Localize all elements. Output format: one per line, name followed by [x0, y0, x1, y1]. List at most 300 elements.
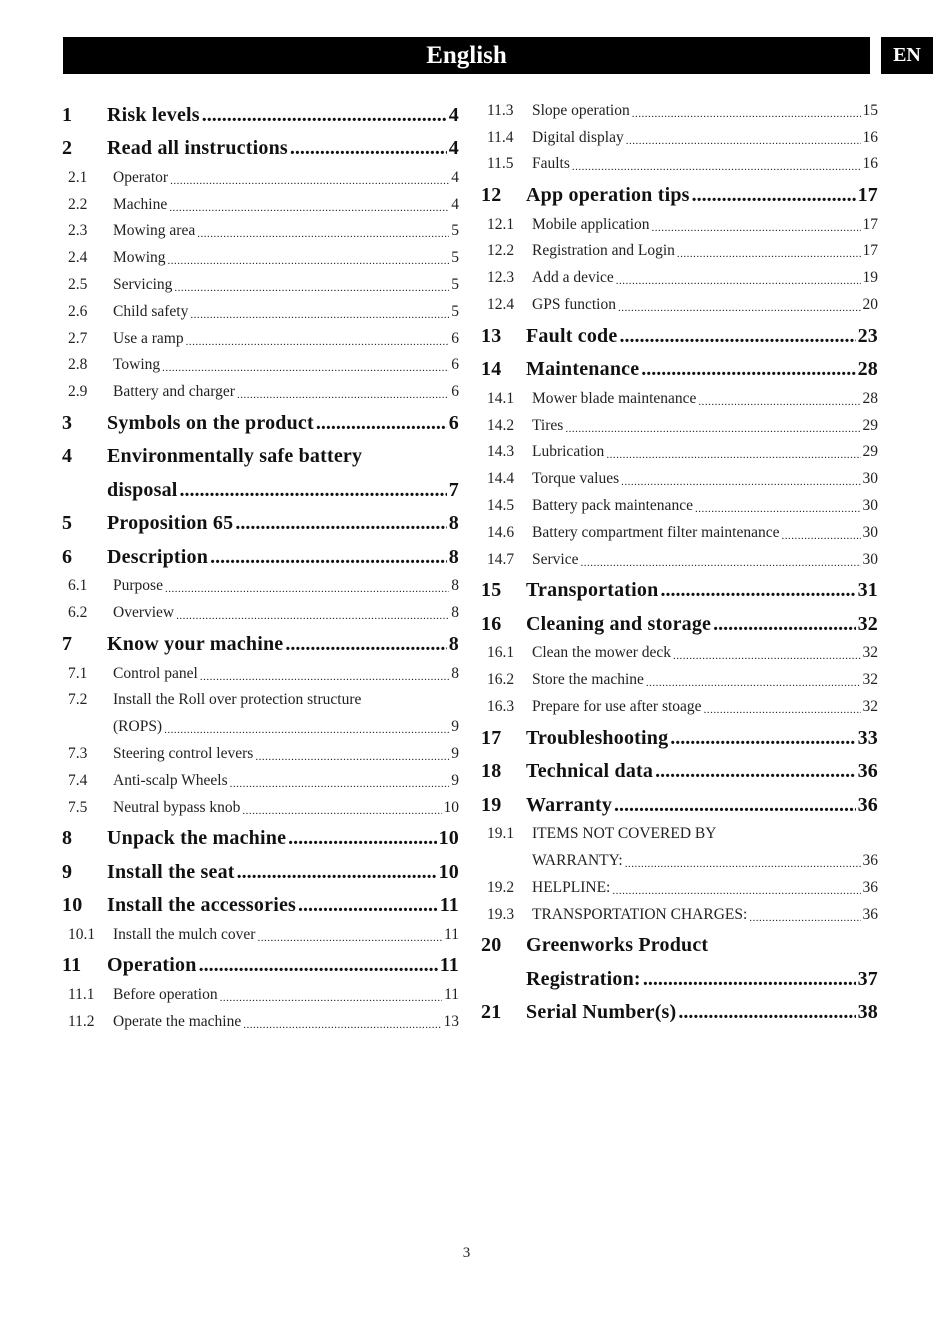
toc-dot-leader [235, 512, 446, 535]
toc-section-entry[interactable] [62, 374, 459, 401]
toc-entry-page: 36 [857, 760, 878, 783]
toc-entry-title: GPS function [532, 296, 616, 314]
toc-entry-number: 2.5 [68, 275, 88, 293]
toc-dot-leader [298, 894, 438, 917]
toc-section-entry[interactable] [481, 435, 878, 462]
toc-entry-number: 11.5 [487, 155, 514, 173]
toc-dot-leader [616, 275, 861, 287]
toc-entry-title: Slope operation [532, 101, 630, 119]
toc-entry-number: 16 [481, 612, 502, 635]
toc-entry-title: Digital display [532, 128, 624, 146]
toc-entry-title: Towing [113, 356, 161, 374]
toc-section-entry[interactable] [481, 843, 878, 870]
toc-entry-number: 12.4 [487, 296, 515, 314]
toc-section-entry[interactable] [481, 260, 878, 287]
toc-entry-page: 8 [448, 632, 459, 655]
toc-dot-leader [612, 885, 860, 897]
language-title: English [426, 41, 507, 69]
toc-entry-number: 19.2 [487, 878, 515, 896]
toc-entry-title: Symbols on the product [107, 411, 314, 434]
toc-entry-page: 8 [451, 604, 459, 622]
toc-entry-number: 7.5 [68, 798, 88, 816]
toc-entry-title: Service [532, 550, 579, 568]
toc-entry-number: 7.4 [68, 771, 88, 789]
toc-section-entry[interactable] [481, 515, 878, 542]
toc-entry-page: 13 [443, 1012, 459, 1030]
toc-dot-leader [646, 677, 861, 689]
toc-dot-leader [197, 228, 449, 240]
toc-entry-number: 9 [62, 860, 73, 883]
language-tab [881, 37, 933, 74]
toc-entry-page: 11 [444, 986, 459, 1004]
toc-entry-number: 6.2 [68, 604, 88, 622]
toc-entry-number: 2.6 [68, 302, 88, 320]
toc-entry-page: 17 [862, 215, 878, 233]
toc-entry-number: 16.1 [487, 644, 515, 662]
toc-entry-title: Use a ramp [113, 329, 184, 347]
toc-entry-number: 19.3 [487, 905, 515, 923]
toc-entry-page: 36 [862, 905, 878, 923]
toc-entry-number: 8 [62, 827, 73, 850]
page-number: 3 [462, 1245, 471, 1261]
toc-section-entry[interactable] [481, 461, 878, 488]
toc-chapter-entry[interactable] [62, 535, 459, 569]
toc-entry-page: 30 [862, 550, 878, 568]
toc-entry-title: Overview [113, 604, 175, 622]
toc-entry-number: 6 [62, 545, 73, 568]
toc-entry-title: Machine [113, 195, 168, 213]
toc-dot-leader [242, 805, 441, 817]
toc-dot-leader [781, 530, 860, 542]
toc-entry-number: 14.1 [487, 389, 515, 407]
toc-entry-number: 12 [481, 183, 502, 206]
toc-dot-leader [565, 423, 860, 435]
toc-entry-title: Environmentally safe battery [107, 445, 363, 468]
toc-section-entry[interactable] [62, 917, 459, 944]
toc-dot-leader [572, 161, 861, 173]
toc-entry-number: 2.8 [68, 356, 88, 374]
toc-entry-number: 2.4 [68, 249, 88, 267]
toc-entry-number: 12.1 [487, 215, 515, 233]
toc-dot-leader [257, 932, 442, 944]
toc-entry-title: Serial Number(s) [526, 1001, 677, 1024]
toc-entry-number: 1 [62, 103, 73, 126]
toc-entry-number: 3 [62, 411, 73, 434]
toc-entry-number: 11.1 [68, 986, 95, 1004]
toc-entry-title: Operation [107, 954, 197, 977]
toc-dot-leader [170, 175, 449, 187]
language-header-bar [63, 37, 870, 74]
toc-dot-leader [285, 633, 446, 656]
toc-section-entry[interactable] [62, 656, 459, 683]
toc-dot-leader [619, 325, 855, 348]
toc-dot-leader [165, 583, 449, 595]
toc-dot-leader [190, 309, 449, 321]
toc-section-entry[interactable] [62, 763, 459, 790]
toc-entry-number: 11 [62, 954, 82, 977]
toc-dot-leader [713, 613, 855, 636]
toc-entry-title: Tires [532, 416, 564, 434]
toc-dot-leader [210, 546, 447, 569]
toc-entry-title: Purpose [113, 577, 163, 595]
toc-entry-title: Registration: [526, 967, 641, 990]
toc-dot-leader [169, 202, 449, 214]
toc-entry-title: Torque values [532, 470, 620, 488]
toc-entry-page: 20 [862, 296, 878, 314]
toc-entry-number: 10 [62, 894, 83, 917]
toc-dot-leader [692, 184, 856, 207]
toc-entry-number: 17 [481, 726, 502, 749]
toc-chapter-entry[interactable] [62, 850, 459, 884]
toc-entry-page: 28 [862, 389, 878, 407]
toc-entry-number: 7.2 [68, 691, 88, 709]
toc-entry-page: 23 [857, 324, 878, 347]
toc-dot-leader [626, 135, 861, 147]
toc-section-entry[interactable] [62, 187, 459, 214]
toc-entry-page: 32 [862, 698, 878, 716]
toc-entry-number: 15 [481, 579, 502, 602]
toc-dot-leader [580, 557, 860, 569]
toc-entry-page: 10 [443, 798, 459, 816]
toc-dot-leader [678, 1001, 855, 1024]
toc-dot-leader [164, 724, 449, 736]
toc-entry-title: ITEMS NOT COVERED BY [532, 825, 717, 843]
toc-entry-page: 8 [451, 577, 459, 595]
toc-dot-leader [176, 610, 449, 622]
toc-entry-number: 18 [481, 760, 502, 783]
toc-section-entry[interactable] [481, 381, 878, 408]
toc-entry-page: 16 [862, 155, 878, 173]
toc-entry-number: 21 [481, 1001, 502, 1024]
toc-entry-title: disposal [107, 478, 178, 501]
toc-dot-leader [618, 302, 861, 314]
toc-chapter-entry[interactable] [481, 991, 878, 1025]
toc-entry-number: 12.3 [487, 269, 515, 287]
toc-entry-page: 8 [448, 545, 459, 568]
toc-chapter-entry[interactable] [62, 817, 459, 851]
toc-entry-number: 11.2 [68, 1012, 95, 1030]
toc-entry-page: 10 [438, 827, 459, 850]
toc-entry-number: 4 [62, 445, 73, 468]
toc-entry-title: Greenworks Product [526, 934, 709, 957]
toc-entry-page: 11 [439, 954, 459, 977]
toc-section-entry[interactable] [481, 897, 878, 924]
toc-dot-leader [186, 336, 450, 348]
toc-section-entry[interactable] [481, 488, 878, 515]
toc-section-entry[interactable] [62, 977, 459, 1004]
toc-entry-title: Servicing [113, 275, 173, 293]
toc-dot-leader [237, 389, 449, 401]
toc-section-entry[interactable] [62, 709, 459, 736]
toc-chapter-entry[interactable] [62, 435, 459, 469]
toc-entry-title: TRANSPORTATION CHARGES: [532, 905, 748, 923]
toc-entry-title: Clean the mower deck [532, 644, 672, 662]
toc-entry-page: 30 [862, 497, 878, 515]
toc-dot-leader [641, 358, 855, 381]
toc-entry-page: 36 [862, 878, 878, 896]
toc-dot-leader [237, 861, 437, 884]
toc-entry-page: 4 [451, 195, 459, 213]
toc-entry-title: Install the seat [107, 860, 235, 883]
toc-chapter-entry[interactable] [62, 944, 459, 978]
toc-entry-page: 19 [862, 269, 878, 287]
toc-entry-title: Control panel [113, 664, 198, 682]
toc-section-entry[interactable] [481, 817, 878, 844]
toc-section-entry[interactable] [62, 736, 459, 763]
toc-entry-number: 2.9 [68, 383, 88, 401]
toc-entry-title: WARRANTY: [532, 852, 623, 870]
toc-entry-number: 2 [62, 137, 73, 159]
toc-dot-leader [673, 650, 860, 662]
toc-entry-number: 7.3 [68, 744, 88, 762]
toc-dot-leader [202, 104, 447, 127]
toc-section-entry[interactable] [481, 147, 878, 174]
toc-dot-leader [652, 222, 861, 234]
toc-entry-title: Registration and Login [532, 242, 675, 260]
toc-entry-page: 5 [451, 302, 459, 320]
toc-entry-page: 38 [857, 1001, 878, 1024]
toc-entry-title: Mowing [113, 249, 166, 267]
toc-section-entry[interactable] [481, 636, 878, 663]
toc-entry-title: Warranty [526, 793, 613, 816]
toc-dot-leader [749, 912, 860, 924]
toc-entry-number: 12.2 [487, 242, 515, 260]
toc-entry-title: Troubleshooting [526, 726, 669, 749]
toc-dot-leader [200, 671, 449, 683]
toc-section-entry[interactable] [481, 120, 878, 147]
toc-entry-title: Fault code [526, 324, 618, 347]
toc-entry-page: 6 [451, 356, 459, 374]
toc-dot-leader [606, 449, 860, 461]
toc-entry-page: 30 [862, 470, 878, 488]
toc-entry-title: Transportation [526, 579, 659, 602]
toc-section-entry[interactable] [481, 689, 878, 716]
toc-section-entry[interactable] [62, 160, 459, 187]
language-code: EN [893, 44, 921, 66]
toc-entry-page: 9 [451, 718, 459, 736]
toc-section-entry[interactable] [62, 267, 459, 294]
toc-dot-leader [220, 992, 442, 1004]
toc-section-entry[interactable] [481, 234, 878, 261]
toc-entry-title: Battery compartment filter maintenance [532, 523, 780, 541]
toc-chapter-entry[interactable] [62, 127, 459, 161]
toc-entry-page: 7 [448, 478, 459, 501]
toc-entry-number: 11.3 [487, 101, 514, 119]
toc-entry-title: Lubrication [532, 443, 605, 461]
toc-entry-title: Mobile application [532, 215, 650, 233]
toc-entry-title: Anti-scalp Wheels [113, 771, 228, 789]
toc-entry-title: Battery and charger [113, 383, 235, 401]
toc-entry-title: Know your machine [107, 632, 284, 655]
toc-entry-number: 16.3 [487, 698, 515, 716]
toc-entry-page: 33 [857, 726, 878, 749]
toc-entry-title: Operator [113, 168, 169, 186]
toc-entry-title: Faults [532, 155, 570, 173]
toc-section-entry[interactable] [481, 662, 878, 689]
toc-dot-leader [632, 108, 861, 120]
toc-entry-page: 8 [448, 512, 459, 535]
toc-entry-number: 2.2 [68, 195, 88, 213]
toc-entry-page: 6 [451, 329, 459, 347]
toc-entry-number: 7.1 [68, 664, 88, 682]
toc-entry-number: 10.1 [68, 925, 96, 943]
toc-section-entry[interactable] [481, 287, 878, 314]
toc-entry-page: 15 [862, 101, 878, 119]
toc-dot-leader [704, 704, 861, 716]
toc-entry-page: 4 [448, 137, 459, 159]
toc-entry-page: 11 [439, 894, 459, 917]
toc-entry-title: Add a device [532, 269, 614, 287]
toc-dot-leader [695, 503, 861, 515]
toc-entry-page: 32 [862, 644, 878, 662]
toc-chapter-entry[interactable] [481, 569, 878, 603]
toc-entry-title: Maintenance [526, 358, 640, 381]
toc-entry-page: 36 [862, 852, 878, 870]
toc-chapter-entry[interactable] [481, 924, 878, 958]
toc-dot-leader [174, 282, 449, 294]
toc-section-entry[interactable] [62, 569, 459, 596]
toc-section-entry[interactable] [62, 240, 459, 267]
toc-chapter-entry[interactable] [62, 93, 459, 127]
toc-section-entry[interactable] [62, 321, 459, 348]
toc-entry-page: 16 [862, 128, 878, 146]
toc-entry-number: 2.3 [68, 222, 88, 240]
toc-entry-number: 6.1 [68, 577, 88, 595]
toc-dot-leader [625, 858, 861, 870]
toc-chapter-entry[interactable] [62, 468, 459, 502]
toc-dot-leader [677, 248, 861, 260]
toc-dot-leader [660, 579, 855, 602]
toc-entry-page: 9 [451, 744, 459, 762]
toc-section-entry[interactable] [481, 93, 878, 120]
toc-entry-title: Read all instructions [107, 137, 288, 159]
toc-entry-page: 17 [862, 242, 878, 260]
toc-section-entry[interactable] [62, 1004, 459, 1031]
toc-entry-page: 37 [857, 967, 878, 990]
toc-entry-title: Install the mulch cover [113, 925, 256, 943]
toc-column-right [481, 93, 878, 1024]
toc-chapter-entry[interactable] [62, 502, 459, 536]
toc-section-entry[interactable] [481, 542, 878, 569]
toc-entry-title: Cleaning and storage [526, 612, 712, 635]
toc-chapter-entry[interactable] [481, 716, 878, 750]
toc-entry-page: 10 [438, 860, 459, 883]
toc-entry-number: 14 [481, 358, 502, 381]
toc-section-entry[interactable] [62, 790, 459, 817]
toc-entry-title: Prepare for use after stoage [532, 698, 702, 716]
toc-entry-number: 11.4 [487, 128, 514, 146]
toc-entry-number: 14.2 [487, 416, 515, 434]
toc-entry-title: Battery pack maintenance [532, 497, 693, 515]
toc-entry-title: App operation tips [526, 183, 690, 206]
toc-entry-page: 17 [857, 183, 878, 206]
toc-entry-page: 4 [448, 103, 459, 126]
toc-entry-title: Steering control levers [113, 744, 254, 762]
toc-dot-leader [168, 255, 450, 267]
toc-entry-page: 31 [857, 579, 878, 602]
toc-entry-title: Technical data [526, 760, 654, 783]
toc-chapter-entry[interactable] [481, 957, 878, 991]
toc-entry-title: Unpack the machine [107, 827, 287, 850]
toc-chapter-entry[interactable] [481, 314, 878, 348]
toc-section-entry[interactable] [62, 294, 459, 321]
toc-entry-title: HELPLINE: [532, 878, 611, 896]
toc-chapter-entry[interactable] [62, 884, 459, 918]
toc-entry-page: 9 [451, 771, 459, 789]
toc-chapter-entry[interactable] [62, 622, 459, 656]
toc-entry-number: 16.2 [487, 671, 515, 689]
toc-entry-page: 11 [444, 925, 459, 943]
toc-chapter-entry[interactable] [481, 348, 878, 382]
toc-dot-leader [316, 412, 447, 435]
toc-chapter-entry[interactable] [481, 173, 878, 207]
toc-column-left [62, 93, 459, 1031]
toc-chapter-entry[interactable] [481, 783, 878, 817]
toc-entry-page: 29 [862, 416, 878, 434]
toc-entry-page: 4 [451, 168, 459, 186]
toc-dot-leader [230, 778, 450, 790]
toc-dot-leader [162, 362, 449, 374]
toc-dot-leader [670, 727, 855, 750]
toc-entry-title: Proposition 65 [107, 512, 234, 535]
toc-entry-title: Risk levels [107, 103, 200, 126]
toc-entry-page: 32 [862, 671, 878, 689]
toc-section-entry[interactable] [62, 595, 459, 622]
toc-dot-leader [180, 479, 447, 502]
toc-chapter-entry[interactable] [481, 602, 878, 636]
toc-entry-page: 5 [451, 249, 459, 267]
toc-dot-leader [614, 794, 856, 817]
toc-entry-number: 20 [481, 934, 502, 957]
toc-entry-page: 6 [451, 383, 459, 401]
toc-entry-page: 8 [451, 664, 459, 682]
toc-section-entry[interactable] [62, 683, 459, 710]
toc-section-entry[interactable] [481, 207, 878, 234]
toc-entry-title: Neutral bypass knob [113, 798, 241, 816]
toc-chapter-entry[interactable] [62, 401, 459, 435]
toc-entry-page: 30 [862, 523, 878, 541]
toc-entry-page: 5 [451, 275, 459, 293]
toc-section-entry[interactable] [62, 214, 459, 241]
toc-dot-leader [255, 751, 449, 763]
toc-entry-number: 14.6 [487, 523, 515, 541]
toc-entry-number: 19 [481, 793, 502, 816]
toc-section-entry[interactable] [62, 348, 459, 375]
toc-entry-title: Operate the machine [113, 1012, 242, 1030]
toc-entry-title: Store the machine [532, 671, 644, 689]
toc-entry-page: 32 [857, 612, 878, 635]
toc-entry-title: Child safety [113, 302, 189, 320]
toc-dot-leader [243, 1019, 441, 1031]
toc-section-entry[interactable] [481, 870, 878, 897]
toc-entry-number: 2.1 [68, 168, 88, 186]
toc-entry-page: 5 [451, 222, 459, 240]
toc-dot-leader [199, 954, 438, 977]
toc-entry-number: 7 [62, 632, 73, 655]
toc-dot-leader [643, 968, 856, 991]
toc-entry-title: Mowing area [113, 222, 196, 240]
toc-entry-number: 14.3 [487, 443, 515, 461]
toc-entry-page: 29 [862, 443, 878, 461]
toc-section-entry[interactable] [481, 408, 878, 435]
toc-entry-page: 28 [857, 358, 878, 381]
toc-entry-number: 14.4 [487, 470, 515, 488]
toc-entry-number: 13 [481, 324, 502, 347]
toc-chapter-entry[interactable] [481, 750, 878, 784]
toc-entry-title: Description [107, 545, 209, 568]
toc-entry-title: Mower blade maintenance [532, 389, 697, 407]
toc-entry-title: Install the accessories [107, 894, 297, 917]
